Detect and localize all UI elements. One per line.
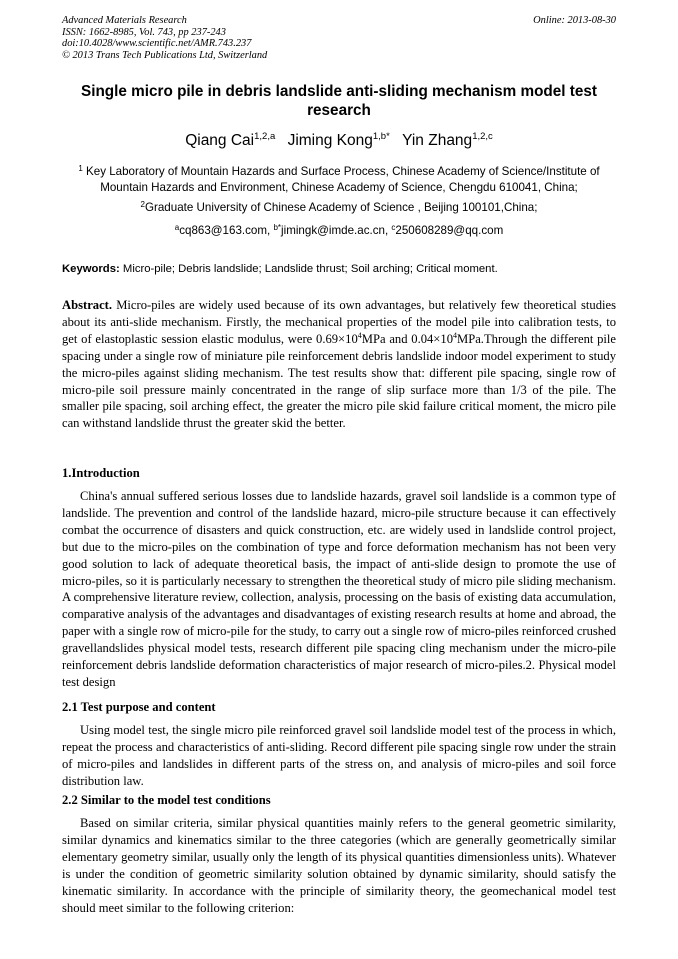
paragraph: Based on similar criteria, similar physical quantities mainly refers to the general geometric similarity, similar dynamics and kinematics similar to the three categories (which are generally geometrically similar elementary geometry similar, usually only the length of its physical quantities dimensionless units). Whatever is under the condition of geometric similarity solution obtained by dynamic similarity, should satisfy the kinematic similarity. In accordance with the principle of similarity theory, the geomechanical model test should meet similar to the following criterion: (62, 816, 616, 915)
introduction-body (62, 488, 616, 691)
section-2-1-body (62, 722, 616, 790)
abstract-text: MPa.Through the different pile spacing under a single row of miniature pile reinforcement debris landslide indoor model experiment to study the micro-piles against sliding mechanism. The test results show that: different pile spacing, single row of micro-pile soil pressure mainly concentrated in the range of slip surface more than 1/3 of the pile. The smaller pile spacing, soil arching effect, the greater the micro pile skid failure critical moment, the micro pile can withstand landslide thrust the greater skid the better. (62, 331, 617, 431)
section-heading-introduction: 1.Introduction (62, 466, 140, 480)
section-heading-2-2: 2.2 Similar to the model test conditions (62, 793, 271, 807)
affiliation-text: Key Laboratory of Mountain Hazards and Surface Process, Chinese Academy of Science/Institute of Mountain Hazards and Environment, Chinese Academy of Science, Chengdu 610041, China; (82, 165, 600, 194)
paragraph: Using model test, the single micro pile reinforced gravel soil landslide model test of the process in which, repeat the process and characteristics of anti-sliding. Record different pile spacing single row under the strain of micro-piles and landslides in different parts of the stress on, and analysis of micro-piles and soil force distribution law. (62, 723, 616, 788)
paragraph: China's annual suffered serious losses due to landslide hazards, gravel soil landslide is a common type of landslide. The prevention and control of the landslide hazard, micro-pile structure because it can effectively combat the occurrence of disasters and quick construction, etc. are widely used in landslide control project, but due to the micro-piles on the combination of type and force deformation mechanism has not been very good solution to lack of adequate theoretical basis, the impact of anti-slide design to promote the use of micro-piles, so it is particularly necessary to strengthen the theoretical study of micro pile sliding mechanism. A comprehensive literature review, collection, analysis, processing on the basis of existing data accumulation, comparative analysis of the advantages and disadvantages of existing research results at home and abroad, the paper with a single row of micro-pile for the study, to carry out a single row of micro-piles reinforced crushed gravellandslides physical model tests, research different pile spacing cling mechanism under the micro-pile reinforcement debris landslide deformation characteristics of major research of micro-piles.2. Physical model test design (62, 489, 616, 689)
keywords-label: Keywords: (62, 263, 120, 275)
email-c: 250608289@qq.com (395, 224, 504, 237)
abstract-text: MPa and 0.04×10 (361, 331, 454, 346)
keywords-text: Micro-pile; Debris landslide; Landslide thrust; Soil arching; Critical moment. (119, 263, 498, 275)
issn-line: ISSN: 1662-8985, Vol. 743, pp 237-243 (62, 26, 226, 38)
affiliation-mark: 1 (78, 164, 83, 173)
copyright-line: © 2013 Trans Tech Publications Ltd, Switzerland (62, 49, 268, 61)
email-list (62, 223, 616, 239)
email-mark: c (391, 223, 396, 232)
author (288, 132, 390, 149)
affiliation-text: Graduate University of Chinese Academy of Science , Beijing 100101,China; (144, 201, 538, 214)
keywords (62, 262, 616, 277)
email-mark: a (174, 223, 180, 232)
author (402, 132, 493, 149)
journal-header (62, 15, 616, 61)
exponent: 4 (357, 330, 362, 340)
affiliation-mark: 2 (140, 200, 145, 209)
affiliation-1 (62, 164, 616, 196)
abstract-text: Micro-piles are widely used because of its own advantages, but relatively few theoretical studies about its anti-slide mechanism. Firstly, the mechanical properties of the model pile into calibration tests, to get of elastoplastic session elastic modulus, were 0.69×10 (62, 298, 616, 346)
abstract (62, 297, 616, 432)
affiliation-2 (62, 200, 616, 216)
online-date: Online: 2013-08-30 (533, 15, 616, 26)
author-affiliation-mark: 1,b* (372, 131, 390, 142)
author-affiliation-mark: 1,2,c (472, 131, 493, 142)
author-name: Yin Zhang (402, 132, 473, 149)
author-name: Jiming Kong (287, 132, 373, 149)
abstract-label: Abstract. (62, 298, 113, 312)
author (185, 132, 275, 149)
author-affiliation-mark: 1,2,a (254, 131, 276, 142)
section-2-2-body (62, 815, 616, 916)
abstract-paragraph (62, 297, 616, 432)
exponent: 4 (453, 330, 458, 340)
email-b: jimingk@imde.ac.cn, (281, 224, 392, 237)
author-name: Qiang Cai (185, 132, 255, 149)
email-a: cq863@163.com, (179, 224, 274, 237)
doi-line: doi:10.4028/www.scientific.net/AMR.743.237 (62, 38, 252, 50)
author-list (62, 131, 616, 151)
email-mark: b* (273, 223, 282, 232)
paper-title: Single micro pile in debris landslide anti-sliding mechanism model test research (81, 83, 597, 119)
journal-name: Advanced Materials Research (62, 15, 187, 26)
section-heading-2-1: 2.1 Test purpose and content (62, 700, 216, 714)
